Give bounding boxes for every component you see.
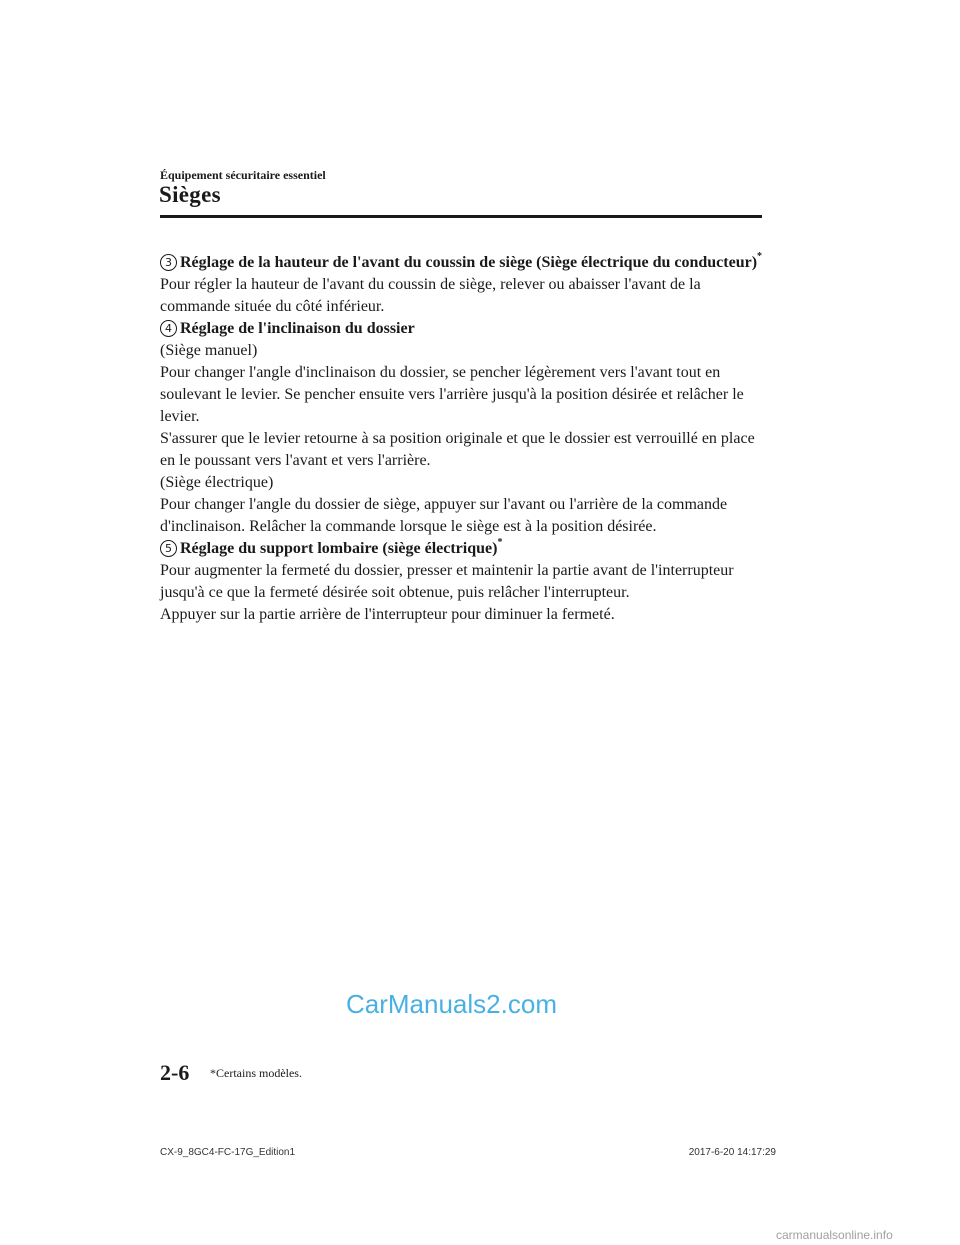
body-paragraph: (Siège manuel)	[160, 342, 258, 359]
footnote: *Certains modèles.	[210, 1066, 302, 1080]
header-rule	[160, 215, 762, 218]
page-content	[160, 252, 770, 626]
page-title: Sièges	[159, 182, 221, 207]
watermark-text: CarManuals2.com	[346, 989, 557, 1019]
body-paragraph: Pour changer l'angle du dossier de siège, appuyer sur l'avant ou l'arrière de la commande d'inclinaison. Relâcher la commande lorsque le siège est à la position désirée.	[160, 496, 728, 535]
page-number: 2-6	[160, 1060, 190, 1085]
item-heading	[160, 538, 770, 560]
circled-number-icon: 4	[160, 320, 177, 337]
body-paragraph: S'assurer que le levier retourne à sa position originale et que le dossier est verrouillé en place en le poussant vers l'avant et vers l'arrière.	[160, 430, 755, 469]
body-paragraph: Pour changer l'angle d'inclinaison du dossier, se pencher légèrement vers l'avant tout en soulevant le levier. Se pencher ensuite vers l'arrière jusqu'à la position désirée et relâcher le levier.	[160, 364, 744, 425]
circled-number-icon: 3	[160, 254, 177, 271]
item-heading	[160, 252, 770, 274]
body-paragraph: Pour régler la hauteur de l'avant du coussin de siège, relever ou abaisser l'avant de la commande située du côté inférieur.	[160, 276, 701, 315]
body-paragraph: Appuyer sur la partie arrière de l'interrupteur pour diminuer la fermeté.	[160, 606, 615, 623]
asterisk-mark: *	[757, 250, 763, 262]
body-paragraph: Pour augmenter la fermeté du dossier, presser et maintenir la partie avant de l'interrupteur jusqu'à ce que la fermeté désirée soit obtenue, puis relâcher l'interrupteur.	[160, 562, 734, 601]
site-logo: carmanualsonline.info	[776, 1228, 893, 1242]
heading-text: Réglage de la hauteur de l'avant du coussin de siège (Siège électrique du conducteur)	[180, 254, 758, 271]
document-date: 2017-6-20 14:17:29	[688, 1147, 776, 1158]
heading-text: Réglage du support lombaire (siège électrique)	[180, 540, 498, 557]
heading-text: Réglage de l'inclinaison du dossier	[180, 320, 415, 337]
item-heading	[160, 318, 770, 340]
asterisk-mark: *	[497, 536, 503, 548]
document-id: CX-9_8GC4-FC-17G_Edition1	[160, 1147, 296, 1158]
section-label: Équipement sécuritaire essentiel	[160, 168, 326, 182]
body-paragraph: (Siège électrique)	[160, 474, 274, 491]
circled-number-icon: 5	[160, 540, 177, 557]
